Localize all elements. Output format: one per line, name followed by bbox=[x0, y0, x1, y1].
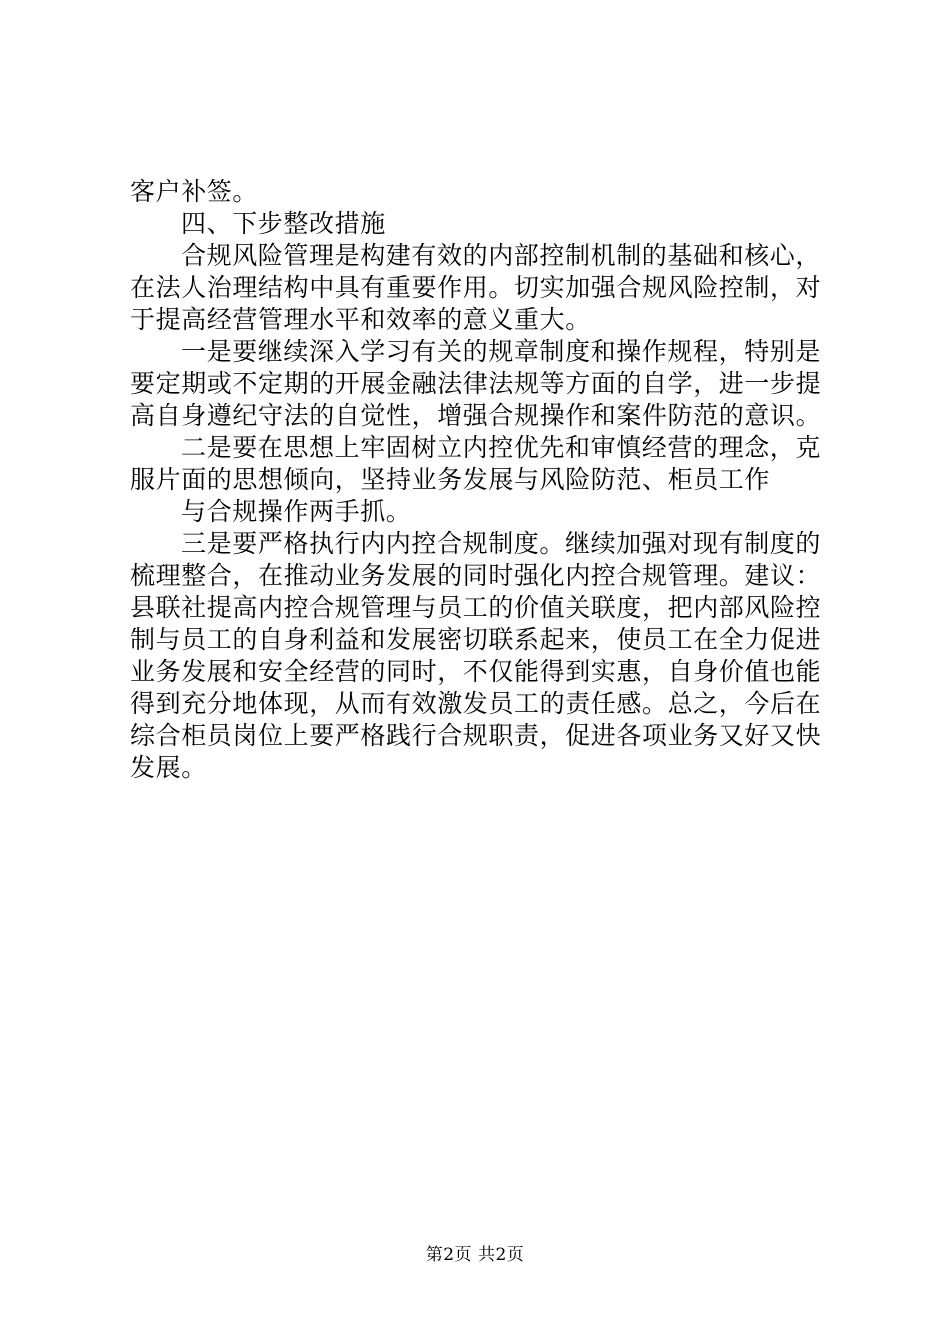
body-line: 高自身遵纪守法的自觉性，增强合规操作和案件防范的意识。 bbox=[130, 401, 822, 430]
body-line: 综合柜员岗位上要严格践行合规职责，促进各项业务又好又快 bbox=[130, 721, 822, 750]
body-line: 于提高经营管理水平和效率的意义重大。 bbox=[130, 305, 591, 334]
paragraph-first-line: 三是要严格执行内内控合规制度。继续加强对现有制度的 bbox=[181, 529, 822, 558]
body-line: 得到充分地体现，从而有效激发员工的责任感。总之，今后在 bbox=[130, 689, 822, 718]
paragraph-first-line: 一是要继续深入学习有关的规章制度和操作规程，特别是 bbox=[181, 337, 822, 366]
body-line: 业务发展和安全经营的同时，不仅能得到实惠，自身价值也能 bbox=[130, 657, 822, 686]
body-line: 服片面的思想倾向，坚持业务发展与风险防范、柜员工作 bbox=[130, 465, 771, 494]
body-line: 客户补签。 bbox=[130, 177, 259, 206]
paragraph-first-line: 二是要在思想上牢固树立内控优先和审慎经营的理念，克 bbox=[181, 433, 822, 462]
body-line: 制与员工的自身利益和发展密切联系起来，使员工在全力促进 bbox=[130, 625, 822, 654]
body-line: 要定期或不定期的开展金融法律法规等方面的自学，进一步提 bbox=[130, 369, 822, 398]
body-line: 县联社提高内控合规管理与员工的价值关联度，把内部风险控 bbox=[130, 593, 822, 622]
page-number-footer: 第2页 共2页 bbox=[425, 1245, 525, 1265]
body-line: 梳理整合，在推动业务发展的同时强化内控合规管理。建议： bbox=[130, 561, 822, 590]
section-heading: 四、下步整改措施 bbox=[181, 209, 386, 238]
body-line: 在法人治理结构中具有重要作用。切实加强合规风险控制，对 bbox=[130, 273, 822, 302]
document-body bbox=[130, 176, 830, 784]
body-line: 发展。 bbox=[130, 753, 207, 782]
paragraph-first-line: 与合规操作两手抓。 bbox=[181, 497, 412, 526]
paragraph-first-line: 合规风险管理是构建有效的内部控制机制的基础和核心， bbox=[181, 241, 822, 270]
